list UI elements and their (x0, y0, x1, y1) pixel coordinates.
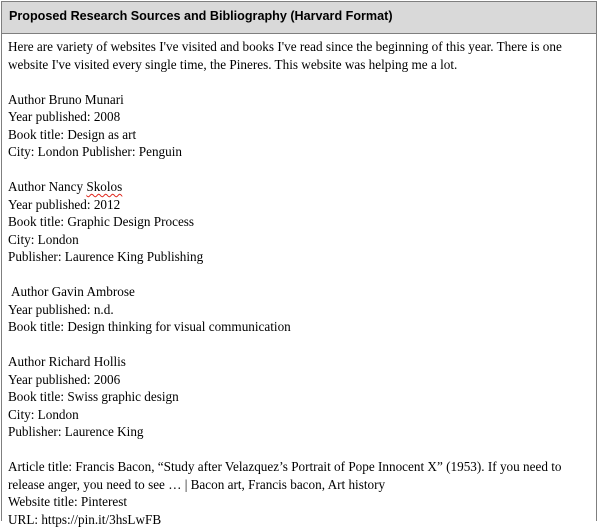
url-line: URL: https://pin.it/3hsLwFB (8, 511, 586, 528)
year-line: Year published: n.d. (8, 301, 586, 319)
year-line: Year published: 2012 (8, 196, 586, 214)
entry-skolos (8, 178, 586, 266)
misspelled-word[interactable]: Skolos (86, 179, 122, 194)
author-line: Author Bruno Munari (8, 91, 586, 109)
book-title-line: Book title: Design thinking for visual communication (8, 318, 586, 336)
entry-hollis (8, 353, 586, 441)
publisher-line: Publisher: Laurence King (8, 423, 586, 441)
entry-ambrose (8, 283, 586, 336)
intro-paragraph: Here are variety of websites I've visited and books I've read since the beginning of this year. There is one website I've visited every single time, the Pineres. This website was helping me a lot. (8, 38, 586, 73)
article-title-continuation: release anger, you need to see … | Bacon art, Francis bacon, Art history (8, 476, 586, 494)
city-line: City: London (8, 231, 586, 249)
year-line: Year published: 2008 (8, 108, 586, 126)
book-title-line: Book title: Swiss graphic design (8, 388, 586, 406)
website-title-line: Website title: Pinterest (8, 493, 586, 511)
table-header (2, 2, 596, 34)
entry-website (8, 458, 586, 528)
section-title: Proposed Research Sources and Bibliography (Harvard Format) (9, 9, 393, 23)
author-line (8, 178, 586, 196)
author-line: Author Richard Hollis (8, 353, 586, 371)
book-title-line: Book title: Graphic Design Process (8, 213, 586, 231)
entry-munari (8, 91, 586, 161)
table-body (2, 34, 596, 528)
author-prefix: Author Nancy (8, 179, 86, 194)
publisher-line: Publisher: Laurence King Publishing (8, 248, 586, 266)
bibliography-table (1, 1, 597, 521)
article-title-line: Article title: Francis Bacon, “Study after Velazquez’s Portrait of Pope Innocent X” (1953). If you need to (8, 458, 586, 476)
year-line: Year published: 2006 (8, 371, 586, 389)
city-publisher-line: City: London Publisher: Penguin (8, 143, 586, 161)
book-title-line: Book title: Design as art (8, 126, 586, 144)
city-line: City: London (8, 406, 586, 424)
author-line: Author Gavin Ambrose (8, 283, 586, 301)
